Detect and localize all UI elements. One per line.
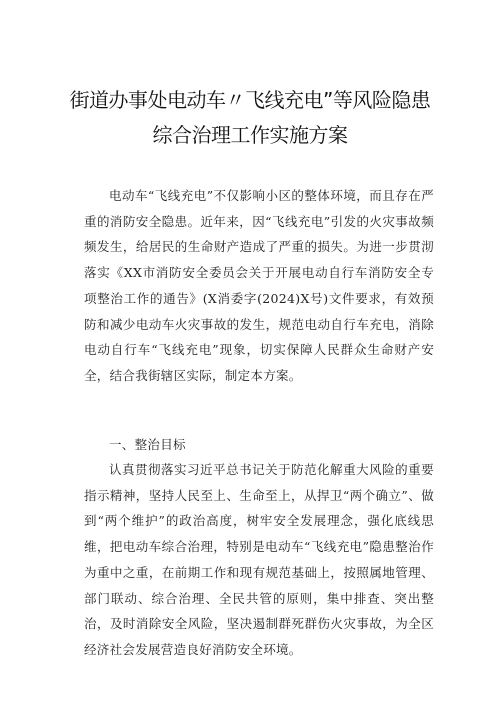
section-heading-goals: 一、整治目标 (109, 437, 186, 452)
document-title-line-2: 综合治理工作实施方案 (152, 123, 348, 147)
goals-paragraph: 认真贯彻落实习近平总书记关于防范化解重大风险的重要指示精神，坚持人民至上、生命至上，从捍卫“两个确立”、做到“两个维护”的政治高度，树牢安全发展理念，强化底线思维，把电动车综合治理，特别是电动车“飞线充电”隐患整治作为重中之重，在前期工作和现有规范基础上，按照属地管理、部门联动、综合治理、全民共管的原则，集中排查、突出整治，及时消除安全风险，坚决遏制群死群伤火灾事故，为全区经济社会发展营造良好消防安全环境。 (84, 462, 434, 657)
intro-paragraph: 电动车“飞线充电”不仅影响小区的整体环境，而且存在严重的消防安全隐患。近年来，因“飞线充电”引发的火灾事故频频发生，给居民的生命财产造成了严重的损失。为进一步贯沏落实《XX市消防安全委员会关于开展电动自行车消防安全专项整治工作的通告》(X消委字(2024)X号)文件要求，有效预防和减少电动车火灾事故的发生，规范电动自行车充电，消除电动自行车“飞线充电”现象，切实保障人民群众生命财产安全，结合我街辖区实际，制定本方案。 (84, 188, 434, 383)
document-title-line-1: 街道办事处电动车〃飞线充电”等风险隐患 (69, 88, 431, 112)
